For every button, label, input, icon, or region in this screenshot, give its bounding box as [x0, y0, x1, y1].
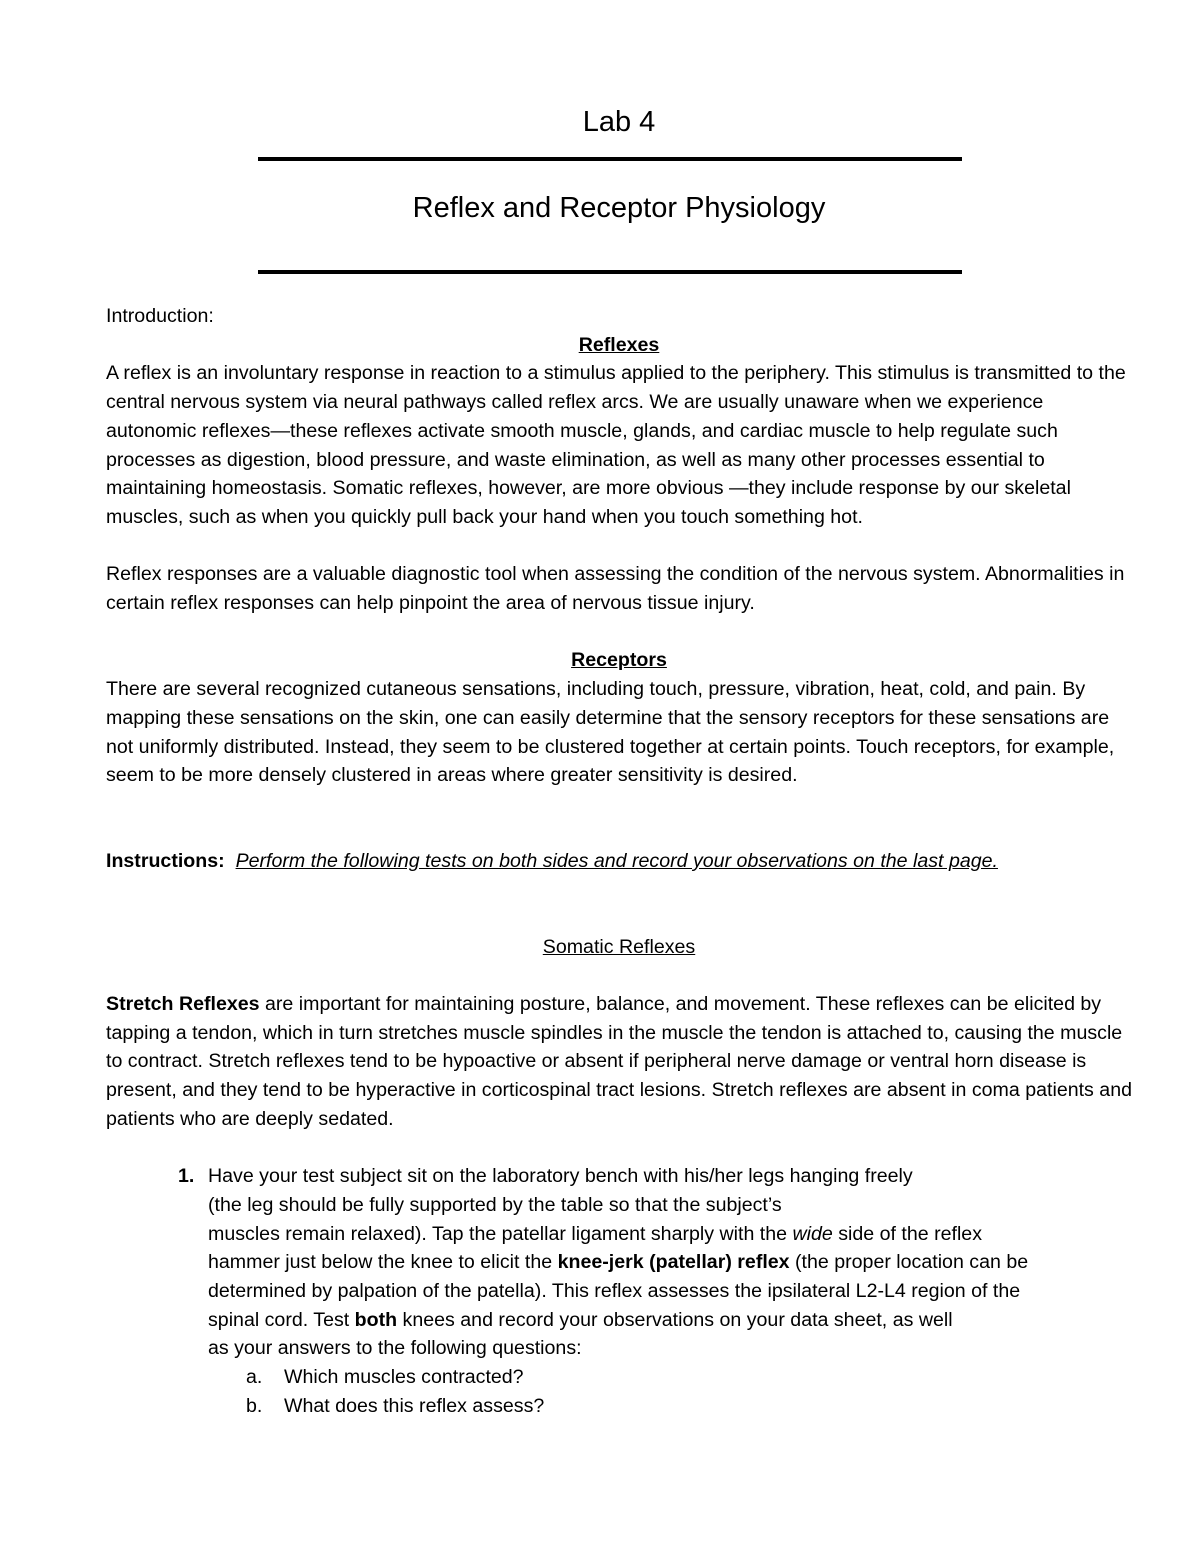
step1-line5: determined by palpation of the patella). This reflex assesses the ipsilateral L2-L4 region of the: [208, 1280, 1021, 1303]
list-item: [106, 1392, 1132, 1421]
step1-line2: (the leg should be fully supported by the table so that the subject’s: [208, 1193, 782, 1216]
question-a: Which muscles contracted?: [284, 1366, 524, 1389]
page-subtitle: Reflex and Receptor Physiology: [412, 192, 826, 224]
instructions-label: Instructions: [106, 849, 219, 872]
list-item-number: 1.: [178, 1165, 195, 1188]
step1-line6-text: knees and record your observations on your data sheet, as well: [397, 1308, 953, 1331]
step1-line3-text: muscles remain relaxed). Tap the patellar ligament sharply with the: [208, 1222, 793, 1245]
instructions-line: [106, 847, 1132, 876]
document-body: [106, 302, 1132, 1421]
spacer: [106, 532, 1132, 561]
instructions-text: Perform the following tests on both sides and record your observations on the last page.: [235, 849, 998, 872]
spacer: [106, 1134, 1132, 1163]
step1-line3-text: side of the reflex: [832, 1222, 982, 1245]
receptors-paragraph: There are several recognized cutaneous sensations, including touch, pressure, vibration, heat, cold, and pain. By mapping these sensations on the skin, one can easily determine that the sensory receptors for these sensations are not uniformly distributed. Instead, they seem to be clustered together at certain points. Touch receptors, for example, seem to be more densely clustered in areas where greater sensitivity is desired.: [106, 678, 1115, 787]
step1-line6-text: spinal cord. Test: [208, 1308, 355, 1331]
question-b: What does this reflex assess?: [284, 1394, 545, 1417]
somatic-reflexes-heading: Somatic Reflexes: [542, 935, 696, 958]
step1-line4-text: hammer just below the knee to elicit the: [208, 1251, 558, 1274]
step1-line7: as your answers to the following questions:: [208, 1337, 582, 1360]
spacer: [106, 618, 1132, 647]
reflexes-heading: Reflexes: [578, 333, 660, 356]
step1-line4: [208, 1248, 1132, 1277]
emphasis-wide: wide: [792, 1222, 833, 1245]
receptors-heading: Receptors: [571, 649, 667, 672]
introduction-label: Introduction:: [106, 305, 214, 327]
instructions-colon: :: [218, 849, 225, 872]
step1-line3: [208, 1220, 1132, 1249]
emphasis-both: both: [354, 1308, 398, 1331]
reflexes-paragraph-1: A reflex is an involuntary response in reaction to a stimulus applied to the periphery. This stimulus is transmitted to the central nervous system via neural pathways called reflex arcs. We are usually unaware when we experience autonomic reflexes—these reflexes activate smooth muscle, glands, and cardiac muscle to help regulate such processes as digestion, blood pressure, and waste elimination, as well as many other processes essential to maintaining homeostasis. Somatic reflexes, however, are more obvious —they include response by our skeletal muscles, such as when you quickly pull back your hand when you touch something hot.: [106, 362, 1126, 528]
step1-line1: Have your test subject sit on the laboratory bench with his/her legs hanging freely: [208, 1165, 913, 1188]
list-item: [106, 1363, 1132, 1392]
step1-line6: [208, 1306, 1132, 1335]
spacer: [106, 790, 1132, 847]
spacer: [106, 876, 1132, 933]
stretch-reflexes-term: Stretch Reflexes: [106, 993, 260, 1016]
page-title: Lab 4: [582, 106, 656, 138]
subtitle-divider: [258, 270, 962, 274]
title-divider: [258, 157, 962, 161]
reflexes-paragraph-2: Reflex responses are a valuable diagnostic tool when assessing the condition of the nervous system. Abnormalities in certain reflex responses can help pinpoint the area of nervous tissue injury.: [106, 563, 1125, 615]
procedure-list: [106, 1162, 1132, 1420]
knee-jerk-term: knee-jerk (patellar) reflex: [557, 1251, 790, 1274]
step1-line4-text: (the proper location can be: [789, 1251, 1029, 1274]
sub-item-letter: b.: [246, 1394, 263, 1417]
list-item: [106, 1162, 1132, 1363]
stretch-reflexes-text: are important for maintaining posture, balance, and movement. These reflexes can be elicited by tapping a tendon, which in turn stretches muscle spindles in the muscle the tendon is attached to, causing the muscle to contract. Stretch reflexes tend to be hypoactive or absent if peripheral nerve damage or ventral horn disease is present, and they tend to be hyperactive in corticospinal tract lesions. Stretch reflexes are absent in coma patients and patients who are deeply sedated.: [106, 993, 1132, 1130]
sub-item-letter: a.: [246, 1366, 263, 1389]
spacer: [106, 961, 1132, 990]
stretch-reflexes-paragraph: [106, 990, 1132, 1134]
